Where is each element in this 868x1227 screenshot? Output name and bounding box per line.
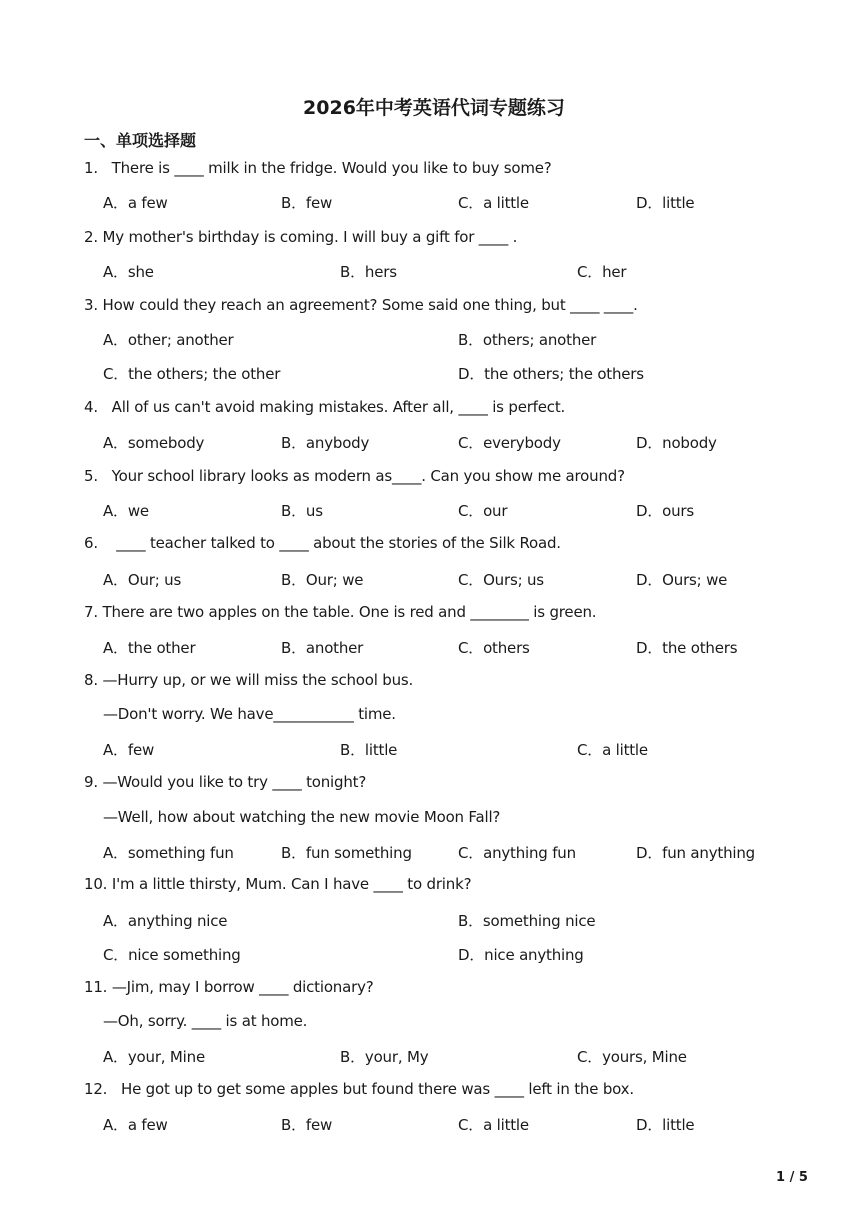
question-7: 7. There are two apples on the table. One is red and ________ is green. bbox=[84, 603, 597, 621]
dialog-line-11: —Oh, sorry. ____ is at home. bbox=[103, 1012, 308, 1030]
option-2b[interactable]: B．hers bbox=[340, 263, 397, 281]
option-10b[interactable]: B．something nice bbox=[458, 912, 596, 930]
question-3: 3. How could they reach an agreement? Some said one thing, but ____ ____. bbox=[84, 296, 638, 314]
option-3a[interactable]: A．other; another bbox=[103, 331, 234, 349]
question-11: 11. —Jim, may I borrow ____ dictionary? bbox=[84, 978, 374, 996]
option-3c[interactable]: C．the others; the other bbox=[103, 365, 281, 383]
option-6d[interactable]: D．Ours; we bbox=[636, 571, 728, 589]
option-7a[interactable]: A．the other bbox=[103, 639, 196, 657]
option-4c[interactable]: C．everybody bbox=[458, 434, 561, 452]
dialog-line-9: —Well, how about watching the new movie Moon Fall? bbox=[103, 808, 501, 826]
option-8b[interactable]: B．little bbox=[340, 741, 398, 759]
question-12: 12. He got up to get some apples but found there was ____ left in the box. bbox=[84, 1080, 634, 1098]
question-9: 9. —Would you like to try ____ tonight? bbox=[84, 773, 367, 791]
option-9a[interactable]: A．something fun bbox=[103, 844, 234, 862]
option-7c[interactable]: C．others bbox=[458, 639, 530, 657]
option-7b[interactable]: B．another bbox=[281, 639, 364, 657]
page-number: 1 / 5 bbox=[776, 1170, 808, 1185]
option-6c[interactable]: C．Ours; us bbox=[458, 571, 544, 589]
question-5: 5. Your school library looks as modern as____. Can you show me around? bbox=[84, 467, 625, 485]
option-9d[interactable]: D．fun anything bbox=[636, 844, 755, 862]
option-5c[interactable]: C．our bbox=[458, 502, 508, 520]
option-1a[interactable]: A．a few bbox=[103, 194, 168, 212]
option-4a[interactable]: A．somebody bbox=[103, 434, 205, 452]
option-3b[interactable]: B．others; another bbox=[458, 331, 597, 349]
option-12d[interactable]: D．little bbox=[636, 1116, 695, 1134]
option-5b[interactable]: B．us bbox=[281, 502, 323, 520]
question-2: 2. My mother's birthday is coming. I will buy a gift for ____ . bbox=[84, 228, 518, 246]
question-6: 6. ____ teacher talked to ____ about the stories of the Silk Road. bbox=[84, 534, 561, 552]
option-12b[interactable]: B．few bbox=[281, 1116, 333, 1134]
option-10c[interactable]: C．nice something bbox=[103, 946, 241, 964]
option-1b[interactable]: B．few bbox=[281, 194, 333, 212]
option-7d[interactable]: D．the others bbox=[636, 639, 738, 657]
option-11c[interactable]: C．yours, Mine bbox=[577, 1048, 687, 1066]
option-4d[interactable]: D．nobody bbox=[636, 434, 717, 452]
dialog-line-8: —Don't worry. We have___________ time. bbox=[103, 705, 396, 723]
question-1: 1. There is ____ milk in the fridge. Would you like to buy some? bbox=[84, 159, 552, 177]
question-4: 4. All of us can't avoid making mistakes. After all, ____ is perfect. bbox=[84, 398, 566, 416]
option-1d[interactable]: D．little bbox=[636, 194, 695, 212]
option-6a[interactable]: A．Our; us bbox=[103, 571, 182, 589]
option-5a[interactable]: A．we bbox=[103, 502, 149, 520]
question-10: 10. I'm a little thirsty, Mum. Can I have ____ to drink? bbox=[84, 875, 472, 893]
option-10a[interactable]: A．anything nice bbox=[103, 912, 228, 930]
option-8a[interactable]: A．few bbox=[103, 741, 155, 759]
option-1c[interactable]: C．a little bbox=[458, 194, 529, 212]
option-5d[interactable]: D．ours bbox=[636, 502, 695, 520]
section-heading: 一、单项选择题 bbox=[84, 131, 197, 150]
option-9b[interactable]: B．fun something bbox=[281, 844, 412, 862]
option-2c[interactable]: C．her bbox=[577, 263, 627, 281]
option-12c[interactable]: C．a little bbox=[458, 1116, 529, 1134]
option-2a[interactable]: A．she bbox=[103, 263, 154, 281]
option-8c[interactable]: C．a little bbox=[577, 741, 648, 759]
page-title: 2026年中考英语代词专题练习 bbox=[303, 97, 565, 119]
option-6b[interactable]: B．Our; we bbox=[281, 571, 364, 589]
option-3d[interactable]: D．the others; the others bbox=[458, 365, 644, 383]
option-4b[interactable]: B．anybody bbox=[281, 434, 370, 452]
option-12a[interactable]: A．a few bbox=[103, 1116, 168, 1134]
question-8: 8. —Hurry up, or we will miss the school bus. bbox=[84, 671, 414, 689]
option-9c[interactable]: C．anything fun bbox=[458, 844, 576, 862]
option-11b[interactable]: B．your, My bbox=[340, 1048, 429, 1066]
option-11a[interactable]: A．your, Mine bbox=[103, 1048, 205, 1066]
option-10d[interactable]: D．nice anything bbox=[458, 946, 584, 964]
